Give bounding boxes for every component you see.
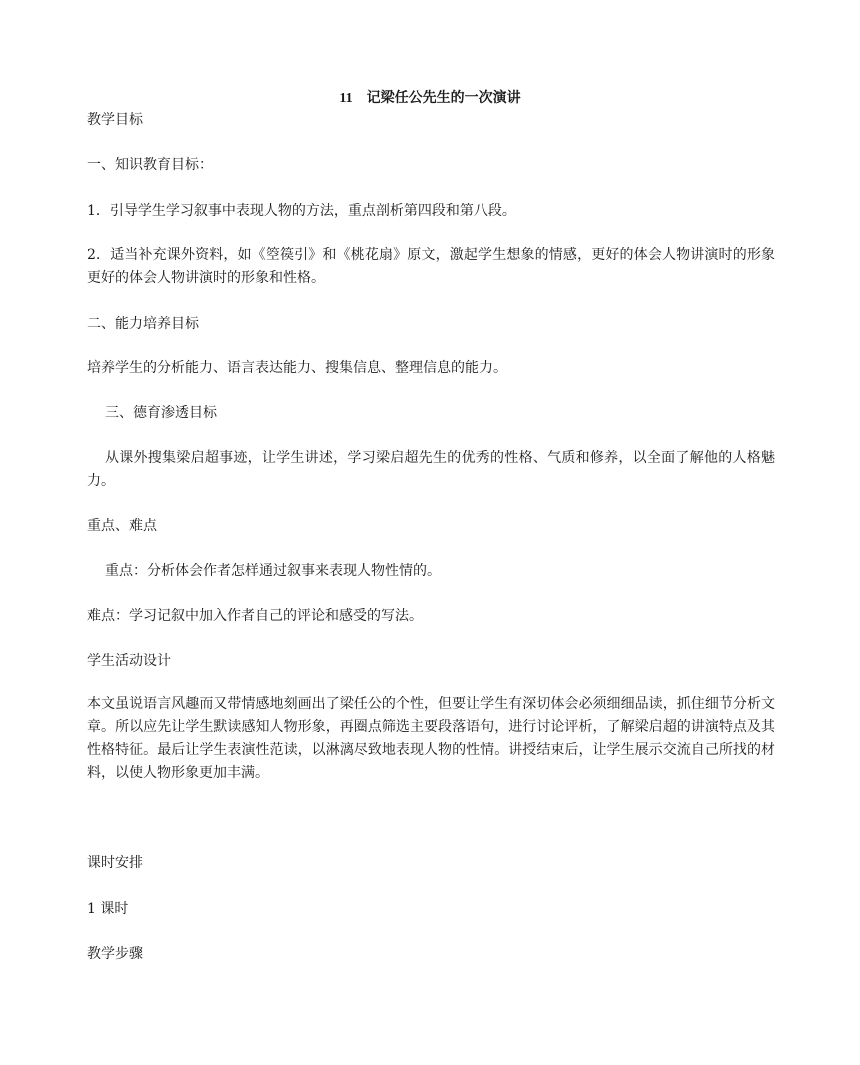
- moral-heading: 三、德育渗透目标: [105, 405, 217, 421]
- knowledge-item-2: 2．适当补充课外资料，如《箜篌引》和《桃花扇》原文，激起学生想象的情感，更好的体会人物讲演时的形象更好的体会人物讲演时的形象和性格。: [87, 247, 775, 286]
- moral-text: 从课外搜集梁启超事迹，让学生讲述，学习梁启超先生的优秀的性格、气质和修养，以全面了解他的人格魅力。: [87, 450, 775, 489]
- knowledge-item-1: 1．引导学生学习叙事中表现人物的方法，重点剖析第四段和第八段。: [87, 203, 516, 219]
- activity-text: 本文虽说语言风趣而又带情感地刻画出了梁任公的个性，但要让学生有深切体会必须细细品读，抓住细节分析文章。所以应先让学生默读感知人物形象，再圈点筛选主要段落语句，进行讨论评析，了解梁启超的讲演特点及其性格特征。最后让学生表演性范读，以淋漓尽致地表现人物的性情。讲授结束后，让学生展示交流自己所找的材料，以使人物形象更加丰满。: [87, 696, 775, 781]
- schedule-text: 1 课时: [87, 901, 129, 917]
- key-difficult-heading: 重点、难点: [87, 518, 157, 534]
- title-number: 11: [339, 91, 353, 106]
- key-point: 重点：分析体会作者怎样通过叙事来表现人物性情的。: [105, 563, 441, 579]
- schedule-heading: 课时安排: [87, 855, 143, 871]
- knowledge-goal-heading: 一、知识教育目标：: [87, 157, 213, 173]
- teaching-goals-heading: 教学目标: [87, 112, 143, 128]
- title-text: 记梁任公先生的一次演讲: [366, 90, 521, 106]
- difficult-point: 难点：学习记叙中加入作者自己的评论和感受的写法。: [87, 608, 423, 624]
- steps-heading: 教学步骤: [87, 946, 143, 962]
- ability-heading: 二、能力培养目标: [87, 316, 199, 332]
- activity-heading: 学生活动设计: [87, 653, 171, 669]
- ability-text: 培养学生的分析能力、语言表达能力、搜集信息、整理信息的能力。: [87, 360, 507, 376]
- document-title: [0, 88, 860, 109]
